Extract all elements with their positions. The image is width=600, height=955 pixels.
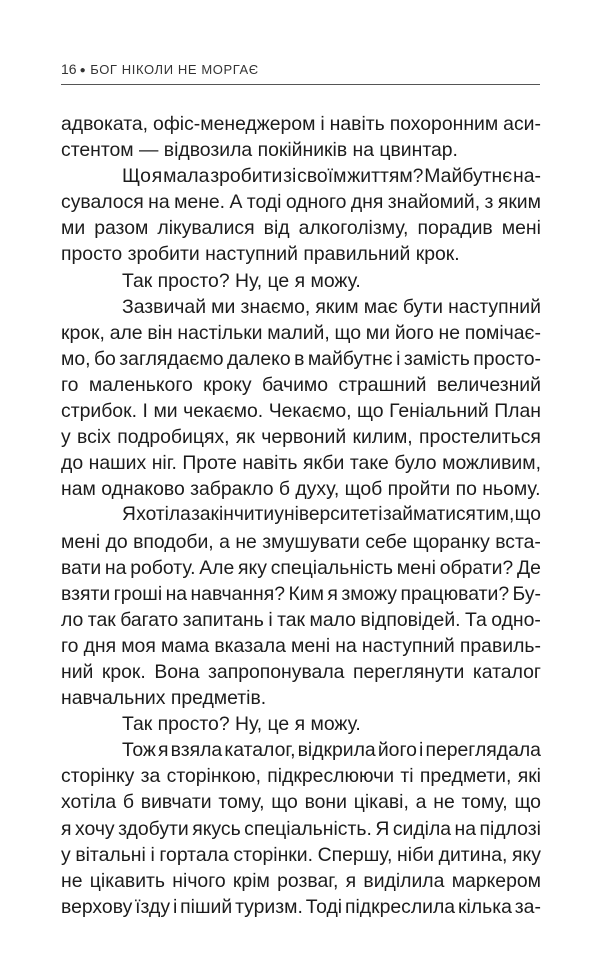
text-line: Так просто? Ну, це я можу. [122,713,361,736]
body-text [61,111,541,920]
text-line: го маленького кроку бачимо страшний величезний [61,373,541,396]
text-line: у всіх подробицях, як червоний килим, простелиться [61,426,541,449]
text-line: навчальних предметів. [61,687,267,710]
text-line: ло так багато запитань і так мало відповідей. Та одно- [61,608,541,631]
text-line: адвоката, офіс-менеджером і навіть похоронним аси- [61,113,541,135]
text-line: Що я мала зробити зі своїм життям? Майбутнє на- [122,165,541,188]
text-line: го дня моя мама вказала мені на наступний правиль- [61,634,541,657]
text-line: мо, бо заглядаємо далеко в майбутнє і замість просто- [61,347,541,370]
page-number: 16 [61,61,77,77]
text-line: нам однаково забракло б духу, щоб пройти по ньому. [61,478,541,501]
text-line: Я хотіла закінчити університет і займатися тим, що [122,504,541,526]
text-line: просто зробити наступний правильний крок. [61,243,460,266]
text-line: взяти гроші на навчання? Ким я зможу працювати? Бу- [61,582,541,605]
text-line: хотіла б вивчати тому, що вони цікаві, а не тому, що [61,791,541,814]
text-line: стрибок. І ми чекаємо. Чекаємо, що Геніальний План [61,400,541,423]
text-line: Тож я взяла каталог, відкрила його і переглядала [122,739,541,762]
book-title: БОГ НІКОЛИ НЕ МОРГАЄ [90,62,259,77]
running-header [61,61,541,83]
text-line: крок, але він настільки малий, що ми його не помічає- [61,321,541,344]
text-line: Так просто? Ну, це я можу. [122,269,361,292]
text-line: ний крок. Вона запропонувала переглянути каталог [61,660,541,683]
text-line: сторінку за сторінкою, підкреслюючи ті предмети, які [61,765,541,788]
text-line: у вітальні і гортала сторінки. Спершу, ніби дитина, яку [61,843,541,866]
text-line: сувалося на мене. А тоді одного дня знайомий, з яким [61,191,541,214]
text-line: Зазвичай ми знаємо, яким має бути наступний [122,295,541,318]
text-line: мені до вподоби, а не змушувати себе щоранку вста- [61,530,541,553]
bullet-separator-icon: ● [79,65,87,76]
text-line: стентом — відвозила покійників на цвинтар. [61,139,458,162]
text-line: до наших ніг. Проте навіть якби таке було можливим, [61,452,541,475]
header-rule [61,84,540,85]
text-line: я хочу здобути якусь спеціальність. Я сиділа на підлозі [61,817,541,840]
text-line: не цікавить нічого крім розваг, я виділила маркером [61,869,541,892]
text-line: ми разом лікувалися від алкоголізму, порадив мені [61,217,541,240]
text-line: вати на роботу. Але яку спеціальність мені обрати? Де [61,556,541,579]
text-line: верхову їзду і піший туризм. Тоді підкреслила кілька за- [61,895,541,918]
